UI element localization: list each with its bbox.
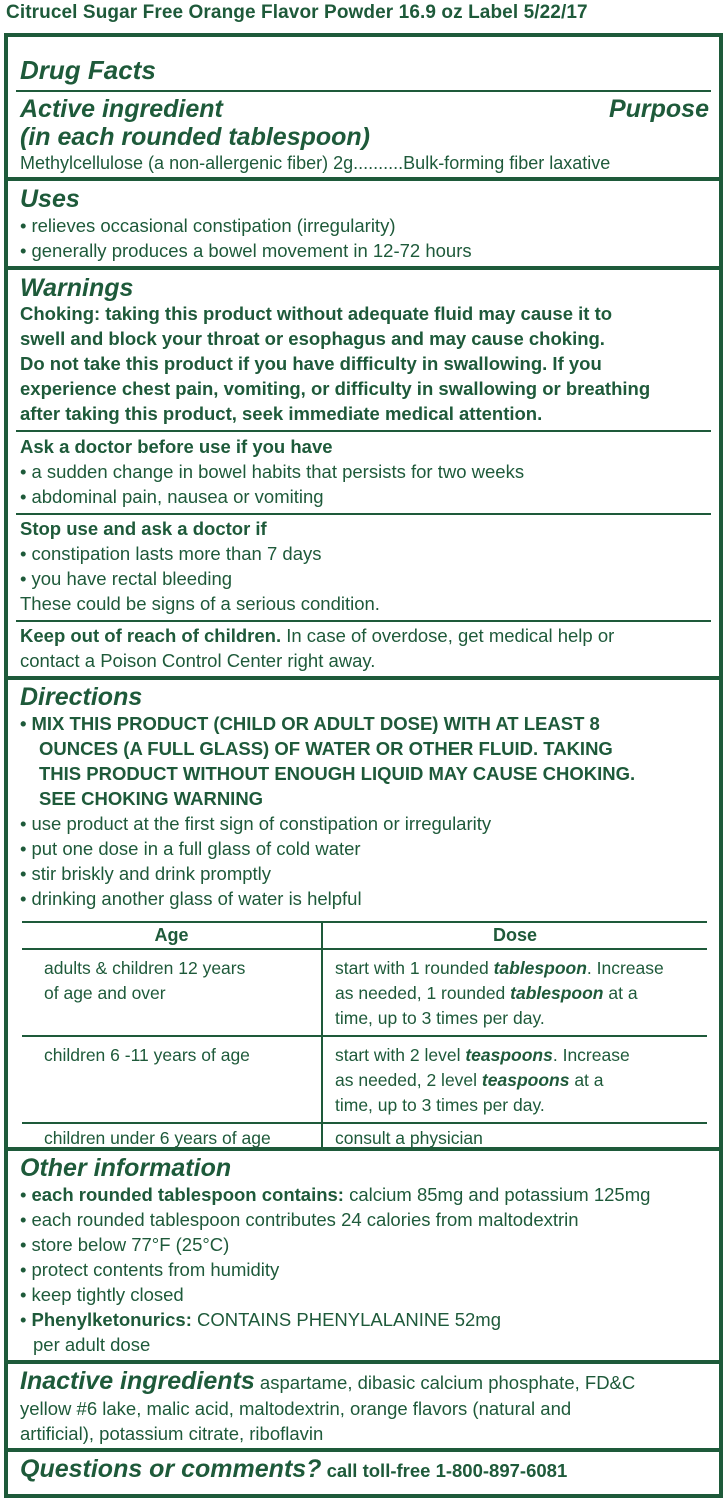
list-item: • generally produces a bowel movement in 12-72 hours: [20, 240, 472, 262]
section-divider: [8, 266, 719, 270]
questions-line: [20, 1455, 567, 1485]
list-item: • Phenylketonurics: CONTAINS PHENYLALANINE 52mg: [20, 1309, 501, 1331]
table-row: [22, 949, 707, 1036]
directions-warning-line: SEE CHOKING WARNING: [39, 788, 264, 809]
active-ingredient-subheading: (in each rounded tablespoon): [20, 123, 371, 151]
section-divider: [8, 177, 719, 181]
list-item: • each rounded tablespoon contains: calcium 85mg and potassium 125mg: [20, 1184, 650, 1206]
purpose-heading: Purpose: [608, 95, 709, 123]
page-title: Citrucel Sugar Free Orange Flavor Powder 16.9 oz Label 5/22/17: [6, 2, 588, 23]
directions-warning-line: THIS PRODUCT WITHOUT ENOUGH LIQUID MAY CAUSE CHOKING.: [39, 763, 636, 784]
directions-warning-line: • MIX THIS PRODUCT (CHILD OR ADULT DOSE) WITH AT LEAST 8: [20, 713, 600, 735]
inactive-ingredients-heading: Inactive ingredients: [20, 1367, 255, 1395]
table-row: [22, 1036, 707, 1123]
list-item: • each rounded tablespoon contributes 24 calories from maltodextrin: [20, 1209, 579, 1231]
dose-column-header: Dose: [322, 922, 707, 949]
section-divider: [8, 1360, 719, 1364]
drug-facts-heading: Drug Facts: [20, 55, 156, 85]
directions-heading: Directions: [20, 683, 143, 711]
table-header-row: [22, 922, 707, 949]
list-item: • put one dose in a full glass of cold water: [20, 838, 361, 860]
choking-warning-line: swell and block your throat or esophagus and may cause choking.: [20, 328, 605, 349]
list-item: • constipation lasts more than 7 days: [20, 543, 321, 565]
inactive-ingredients-line: artificial), potassium citrate, riboflavin: [20, 1423, 324, 1444]
keep-out-bold: Keep out of reach of children.: [20, 625, 282, 646]
uses-heading: Uses: [20, 185, 80, 213]
choking-warning-line: Do not take this product if you have difficulty in swallowing. If you: [20, 353, 602, 374]
list-item: • drinking another glass of water is helpful: [20, 888, 362, 910]
ingredient-line: Methylcellulose (a non-allergenic fiber) 2g..........Bulk-forming fiber laxative: [20, 153, 611, 173]
divider: [16, 430, 711, 432]
divider: [16, 513, 711, 515]
inactive-ingredients-line: Inactive ingredients aspartame, dibasic calcium phosphate, FD&C: [20, 1367, 636, 1395]
other-information-heading: Other information: [20, 1154, 232, 1182]
divider: [16, 90, 711, 92]
dose-cell: consult a physician: [335, 1128, 483, 1148]
dose-cell: start with 2 level teaspoons. Increase as needed, 2 level teaspoons at a time, up to 3 times per day.: [322, 1036, 707, 1123]
choking-warning-line: after taking this product, seek immediate medical attention.: [20, 403, 543, 424]
keep-out-line: [20, 625, 614, 647]
list-item: • use product at the first sign of constipation or irregularity: [20, 813, 491, 835]
active-ingredient-heading: Active ingredient: [20, 95, 223, 123]
choking-warning-line: Choking: taking this product without adequate fluid may cause it to: [20, 303, 613, 324]
questions-heading: Questions or comments?: [20, 1455, 322, 1483]
warnings-heading: Warnings: [20, 274, 134, 302]
drug-facts-panel: [4, 33, 723, 1498]
list-item: • store below 77°F (25°C): [20, 1234, 229, 1256]
choking-warning-line: experience chest pain, vomiting, or difficulty in swallowing or breathing: [20, 378, 651, 399]
list-item: • you have rectal bleeding: [20, 568, 232, 590]
list-item: • keep tightly closed: [20, 1284, 184, 1306]
keep-out-text: In case of overdose, get medical help or: [281, 625, 615, 646]
inactive-ingredients-line: yellow #6 lake, malic acid, maltodextrin, orange flavors (natural and: [20, 1398, 572, 1419]
phone-number: call toll-free 1-800-897-6081: [321, 1460, 568, 1481]
ask-doctor-heading: Ask a doctor before use if you have: [20, 436, 333, 457]
dosage-table: [22, 921, 707, 1151]
list-item: • stir briskly and drink promptly: [20, 863, 271, 885]
stop-use-note: These could be signs of a serious condition.: [20, 593, 380, 614]
age-cell: children 6 -11 years of age: [22, 1036, 322, 1123]
age-column-header: Age: [22, 922, 322, 949]
section-divider: [8, 676, 719, 680]
section-divider: [8, 1147, 719, 1151]
section-divider: [8, 1448, 719, 1452]
age-cell: children under 6 years of age: [22, 1123, 322, 1151]
divider: [16, 620, 711, 622]
age-cell: adults & children 12 years of age and over: [22, 949, 322, 1036]
list-item: • protect contents from humidity: [20, 1259, 279, 1281]
list-item: • abdominal pain, nausea or vomiting: [20, 486, 324, 508]
list-item-continuation: per adult dose: [33, 1334, 151, 1355]
directions-warning-line: OUNCES (A FULL GLASS) OF WATER OR OTHER FLUID. TAKING: [39, 738, 613, 759]
dose-cell: start with 1 rounded tablespoon. Increase as needed, 1 rounded tablespoon at a time, up to 3 times per day.: [322, 949, 707, 1036]
stop-use-heading: Stop use and ask a doctor if: [20, 518, 267, 539]
list-item: • relieves occasional constipation (irregularity): [20, 215, 395, 237]
keep-out-line: contact a Poison Control Center right away.: [20, 650, 376, 671]
list-item: • a sudden change in bowel habits that persists for two weeks: [20, 461, 524, 483]
